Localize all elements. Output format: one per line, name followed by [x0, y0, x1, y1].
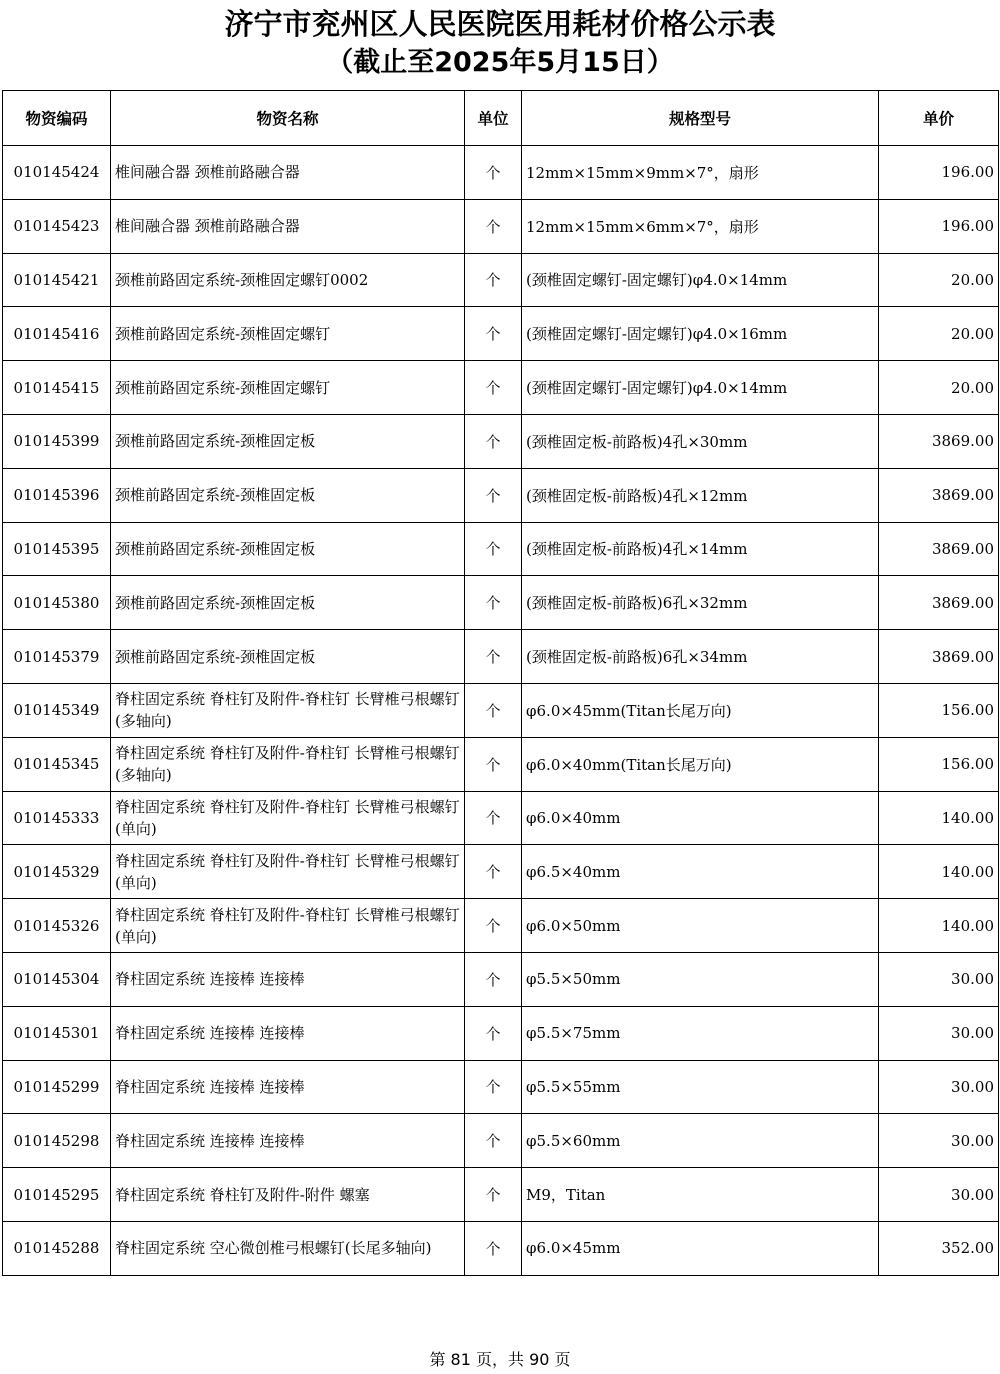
cell-name: 椎间融合器 颈椎前路融合器	[111, 199, 465, 253]
table-row	[3, 683, 999, 737]
cell-price: 3869.00	[879, 630, 999, 684]
table-row	[3, 307, 999, 361]
cell-price: 20.00	[879, 253, 999, 307]
column-header-unit: 单位	[465, 91, 522, 146]
cell-code: 010145379	[3, 630, 111, 684]
cell-unit: 个	[465, 414, 522, 468]
table-row	[3, 199, 999, 253]
cell-unit: 个	[465, 253, 522, 307]
column-header-name: 物资名称	[111, 91, 465, 146]
cell-spec: φ6.5×40mm	[522, 845, 879, 899]
cell-name: 颈椎前路固定系统-颈椎固定螺钉0002	[111, 253, 465, 307]
cell-spec: (颈椎固定螺钉-固定螺钉)φ4.0×14mm	[522, 253, 879, 307]
cell-code: 010145295	[3, 1168, 111, 1222]
cell-spec: φ6.0×40mm(Titan长尾万向)	[522, 737, 879, 791]
cell-price: 20.00	[879, 307, 999, 361]
table-row	[3, 1006, 999, 1060]
cell-unit: 个	[465, 1221, 522, 1275]
table-row	[3, 1114, 999, 1168]
cell-code: 010145423	[3, 199, 111, 253]
cell-unit: 个	[465, 576, 522, 630]
cell-code: 010145421	[3, 253, 111, 307]
table-row	[3, 952, 999, 1006]
cell-code: 010145299	[3, 1060, 111, 1114]
price-table	[2, 90, 999, 1276]
table-row	[3, 361, 999, 415]
table-row	[3, 791, 999, 845]
cell-name: 脊柱固定系统 脊柱钉及附件-附件 螺塞	[111, 1168, 465, 1222]
cell-name: 颈椎前路固定系统-颈椎固定板	[111, 468, 465, 522]
cell-name: 脊柱固定系统 连接棒 连接棒	[111, 1114, 465, 1168]
cell-name: 脊柱固定系统 连接棒 连接棒	[111, 1060, 465, 1114]
cell-spec: φ5.5×50mm	[522, 952, 879, 1006]
cell-code: 010145298	[3, 1114, 111, 1168]
cell-code: 010145395	[3, 522, 111, 576]
cell-price: 140.00	[879, 791, 999, 845]
cell-spec: M9，Titan	[522, 1168, 879, 1222]
cell-name: 脊柱固定系统 脊柱钉及附件-脊柱钉 长臂椎弓根螺钉(单向)	[111, 791, 465, 845]
cell-spec: (颈椎固定板-前路板)4孔×14mm	[522, 522, 879, 576]
table-row	[3, 899, 999, 953]
cell-name: 颈椎前路固定系统-颈椎固定螺钉	[111, 307, 465, 361]
cell-name: 颈椎前路固定系统-颈椎固定板	[111, 630, 465, 684]
cell-spec: (颈椎固定螺钉-固定螺钉)φ4.0×14mm	[522, 361, 879, 415]
cell-price: 30.00	[879, 1006, 999, 1060]
cell-price: 3869.00	[879, 522, 999, 576]
cell-unit: 个	[465, 791, 522, 845]
cell-name: 颈椎前路固定系统-颈椎固定板	[111, 414, 465, 468]
cell-spec: φ6.0×45mm	[522, 1221, 879, 1275]
cell-price: 352.00	[879, 1221, 999, 1275]
cell-name: 椎间融合器 颈椎前路融合器	[111, 146, 465, 200]
cell-spec: φ6.0×50mm	[522, 899, 879, 953]
cell-code: 010145399	[3, 414, 111, 468]
table-row	[3, 522, 999, 576]
cell-code: 010145415	[3, 361, 111, 415]
cell-price: 140.00	[879, 845, 999, 899]
table-row	[3, 253, 999, 307]
cell-unit: 个	[465, 199, 522, 253]
cell-code: 010145380	[3, 576, 111, 630]
cell-spec: (颈椎固定板-前路板)6孔×34mm	[522, 630, 879, 684]
cell-unit: 个	[465, 737, 522, 791]
table-row	[3, 845, 999, 899]
document-subtitle: （截止至2025年5月15日）	[326, 47, 674, 78]
cell-price: 196.00	[879, 199, 999, 253]
cell-unit: 个	[465, 630, 522, 684]
cell-unit: 个	[465, 1060, 522, 1114]
cell-unit: 个	[465, 522, 522, 576]
cell-spec: φ6.0×45mm(Titan长尾万向)	[522, 683, 879, 737]
cell-name: 颈椎前路固定系统-颈椎固定板	[111, 522, 465, 576]
cell-code: 010145345	[3, 737, 111, 791]
cell-unit: 个	[465, 146, 522, 200]
column-header-spec: 规格型号	[522, 91, 879, 146]
cell-price: 196.00	[879, 146, 999, 200]
cell-price: 3869.00	[879, 414, 999, 468]
cell-code: 010145349	[3, 683, 111, 737]
cell-unit: 个	[465, 1168, 522, 1222]
cell-price: 140.00	[879, 899, 999, 953]
cell-price: 156.00	[879, 737, 999, 791]
cell-price: 3869.00	[879, 468, 999, 522]
cell-code: 010145288	[3, 1221, 111, 1275]
cell-unit: 个	[465, 307, 522, 361]
cell-code: 010145396	[3, 468, 111, 522]
cell-price: 30.00	[879, 952, 999, 1006]
table-row	[3, 1168, 999, 1222]
cell-price: 30.00	[879, 1168, 999, 1222]
cell-name: 脊柱固定系统 脊柱钉及附件-脊柱钉 长臂椎弓根螺钉(多轴向)	[111, 737, 465, 791]
table-row	[3, 737, 999, 791]
cell-unit: 个	[465, 952, 522, 1006]
cell-code: 010145329	[3, 845, 111, 899]
cell-name: 颈椎前路固定系统-颈椎固定板	[111, 576, 465, 630]
cell-price: 20.00	[879, 361, 999, 415]
cell-price: 30.00	[879, 1060, 999, 1114]
cell-code: 010145424	[3, 146, 111, 200]
table-row	[3, 1221, 999, 1275]
cell-spec: (颈椎固定板-前路板)4孔×30mm	[522, 414, 879, 468]
cell-unit: 个	[465, 468, 522, 522]
cell-unit: 个	[465, 1006, 522, 1060]
cell-name: 脊柱固定系统 连接棒 连接棒	[111, 1006, 465, 1060]
column-header-price: 单价	[879, 91, 999, 146]
table-header-row	[3, 91, 999, 146]
table-row	[3, 1060, 999, 1114]
cell-name: 脊柱固定系统 脊柱钉及附件-脊柱钉 长臂椎弓根螺钉(多轴向)	[111, 683, 465, 737]
cell-code: 010145326	[3, 899, 111, 953]
cell-spec: 12mm×15mm×6mm×7°，扇形	[522, 199, 879, 253]
cell-spec: φ6.0×40mm	[522, 791, 879, 845]
cell-price: 3869.00	[879, 576, 999, 630]
cell-spec: φ5.5×75mm	[522, 1006, 879, 1060]
cell-name: 脊柱固定系统 空心微创椎弓根螺钉(长尾多轴向)	[111, 1221, 465, 1275]
cell-spec: 12mm×15mm×9mm×7°，扇形	[522, 146, 879, 200]
cell-unit: 个	[465, 1114, 522, 1168]
cell-name: 脊柱固定系统 脊柱钉及附件-脊柱钉 长臂椎弓根螺钉(单向)	[111, 899, 465, 953]
cell-spec: (颈椎固定板-前路板)4孔×12mm	[522, 468, 879, 522]
cell-spec: φ5.5×55mm	[522, 1060, 879, 1114]
cell-code: 010145416	[3, 307, 111, 361]
cell-code: 010145304	[3, 952, 111, 1006]
table-row	[3, 630, 999, 684]
column-header-code: 物资编码	[3, 91, 111, 146]
document-title: 济宁市兖州区人民医院医用耗材价格公示表	[224, 7, 776, 41]
cell-unit: 个	[465, 899, 522, 953]
table-row	[3, 414, 999, 468]
table-row	[3, 468, 999, 522]
cell-price: 156.00	[879, 683, 999, 737]
cell-name: 颈椎前路固定系统-颈椎固定螺钉	[111, 361, 465, 415]
page-number: 第 81 页，共 90 页	[429, 1350, 571, 1369]
cell-spec: (颈椎固定螺钉-固定螺钉)φ4.0×16mm	[522, 307, 879, 361]
cell-unit: 个	[465, 683, 522, 737]
cell-unit: 个	[465, 361, 522, 415]
cell-spec: φ5.5×60mm	[522, 1114, 879, 1168]
cell-code: 010145301	[3, 1006, 111, 1060]
cell-spec: (颈椎固定板-前路板)6孔×32mm	[522, 576, 879, 630]
cell-price: 30.00	[879, 1114, 999, 1168]
cell-name: 脊柱固定系统 脊柱钉及附件-脊柱钉 长臂椎弓根螺钉(单向)	[111, 845, 465, 899]
cell-code: 010145333	[3, 791, 111, 845]
cell-unit: 个	[465, 845, 522, 899]
table-row	[3, 146, 999, 200]
cell-name: 脊柱固定系统 连接棒 连接棒	[111, 952, 465, 1006]
table-row	[3, 576, 999, 630]
